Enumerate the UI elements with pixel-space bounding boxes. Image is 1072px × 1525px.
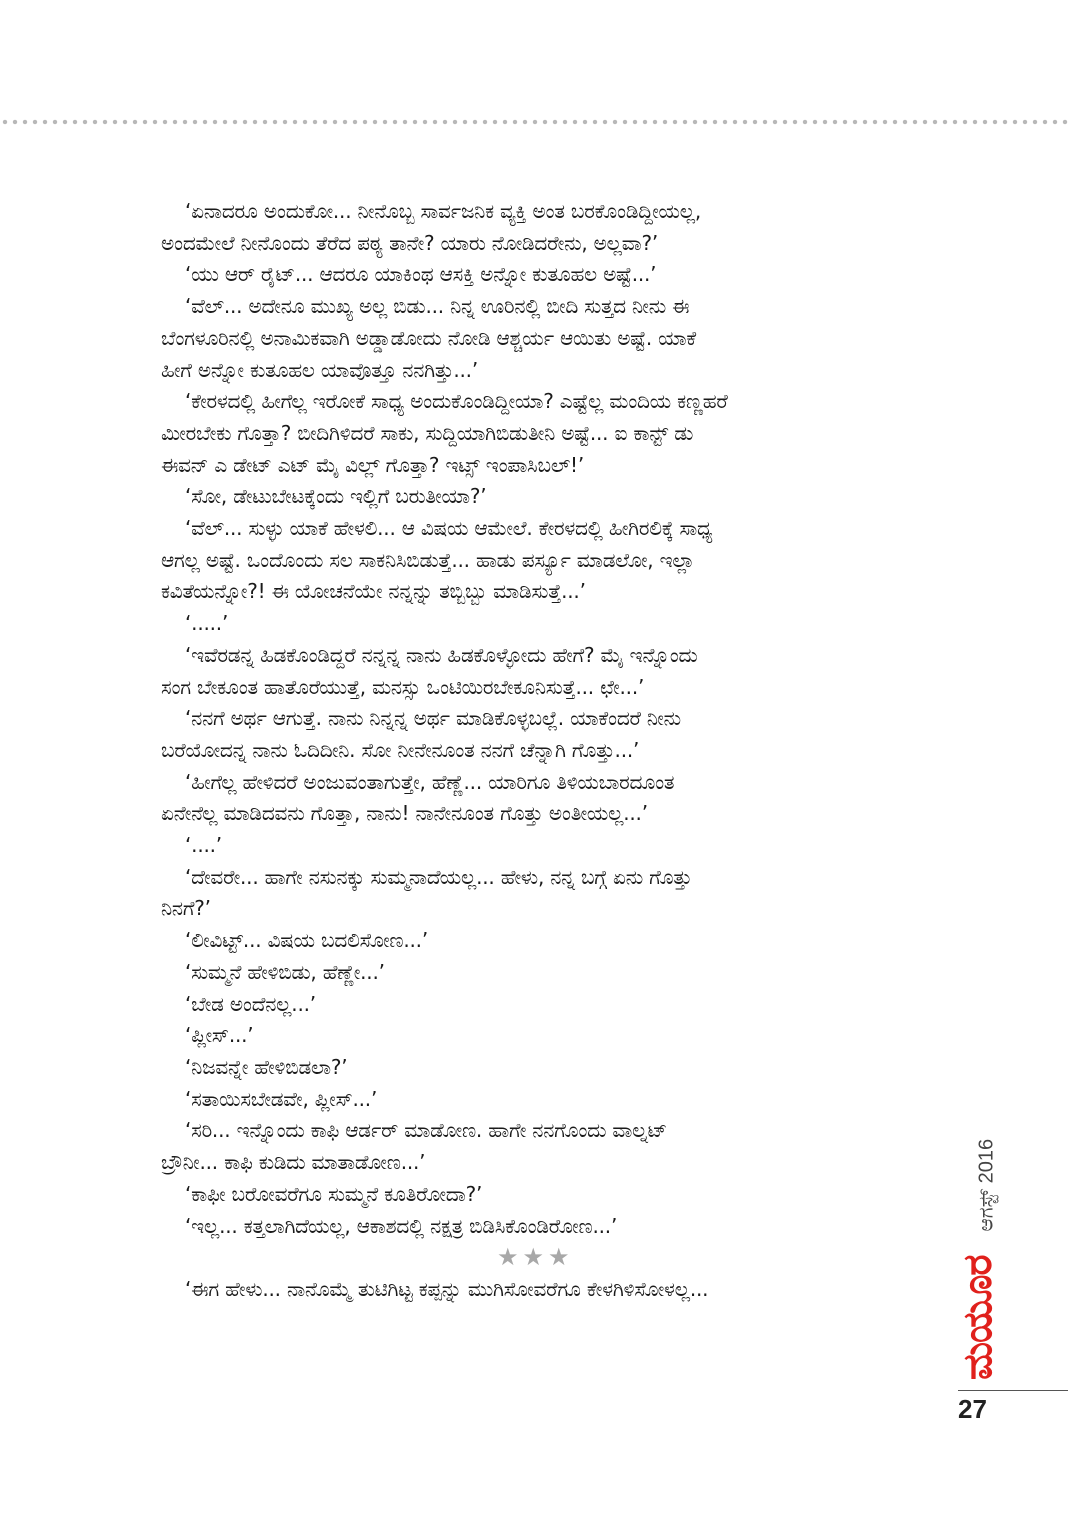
issue-date: ಆಗಸ್ಟ್ 2016 [975,1138,997,1232]
dotted-header-rule [0,118,1072,126]
story-text [161,196,931,1306]
paragraph-line: ‘ಏನಾದರೂ ಅಂದುಕೋ... ನೀನೊಬ್ಬ ಸಾರ್ವಜನಿಕ ವ್ಯಕ್ತಿ ಅಂತ ಬರಕೊಂಡಿದ್ದೀಯಲ್ಲ, [185,199,702,223]
paragraph-line: ‘ಕಾಫೀ ಬರೋವರೆಗೂ ಸುಮ್ಮನೆ ಕೂತಿರೋದಾ?’ [185,1181,483,1206]
paragraph-line: ಬ್ರೌನೀ... ಕಾಫಿ ಕುಡಿದು ಮಾತಾಡೋಣ...’ [161,1150,426,1175]
paragraph-line: ‘ಸರಿ... ಇನ್ನೊಂದು ಕಾಫಿ ಆರ್ಡರ್ ಮಾಡೋಣ. ಹಾಗೇ ನನಗೊಂದು ವಾಲ್ನಟ್ [185,1118,667,1143]
paragraph-line: ‘ಸತಾಯಿಸಬೇಡವೇ, ಪ್ಲೀಸ್...’ [185,1086,378,1111]
paragraph-line: ‘ಬೇಡ ಅಂದೆನಲ್ಲ...’ [185,991,316,1016]
paragraph-line: ‘ಇಲ್ಲ... ಕತ್ತಲಾಗಿದೆಯಲ್ಲ, ಆಕಾಶದಲ್ಲಿ ನಕ್ಷತ್ರ ಬಿಡಿಸಿಕೊಂಡಿರೋಣ...’ [185,1213,618,1238]
paragraph-line: ಆಗಲ್ಲ ಅಷ್ಟೆ. ಒಂದೊಂದು ಸಲ ಸಾಕನಿಸಿಬಿಡುತ್ತೆ... ಹಾಡು ಪರ್ಸ್ಯೂ ಮಾಡಲೋ, ಇಲ್ಲಾ [161,547,695,572]
paragraph-line: ‘ದೇವರೇ... ಹಾಗೇ ನಸುನಕ್ಕು ಸುಮ್ಮನಾದೆಯಲ್ಲ... ಹೇಳು, ನನ್ನ ಬಗ್ಗೆ ಏನು ಗೊತ್ತು [185,864,692,889]
paragraph-line: ಅಂದಮೇಲೆ ನೀನೊಂದು ತೆರೆದ ಪಠ್ಯ ತಾನೇ? ಯಾರು ನೋಡಿದರೇನು, ಅಲ್ಲವಾ?’ [161,230,659,255]
paragraph-line: ಮೀರಬೇಕು ಗೊತ್ತಾ? ಬೀದಿಗಿಳಿದರೆ ಸಾಕು, ಸುದ್ದಿಯಾಗಿಬಿಡುತೀನಿ ಅಷ್ಟೆ... ಐ ಕಾನ್ಟ್ ಡು [161,420,694,445]
paragraph-line: ‘.....’ [185,611,229,636]
paragraph-line: ‘ಸೋ, ಡೇಟುಬೇಟಕ್ಕೆಂದು ಇಲ್ಲಿಗೆ ಬರುತೀಯಾ?’ [185,484,487,509]
paragraph-line: ‘ಲೀವಿಟ್ಟ್... ವಿಷಯ ಬದಲಿಸೋಣ...’ [185,928,428,953]
paragraph-line: ಈವನ್ ಎ ಡೇಟ್ ಎಟ್ ಮೈ ವಿಲ್ಲ್ ಗೊತ್ತಾ? ಇಟ್ಸ್ ಇಂಪಾಸಿಬಲ್!’ [161,452,585,477]
section-separator-stars: ★★★ [497,1243,574,1272]
paragraph-line: ಸಂಗ ಬೇಕೂಂತ ಹಾತೊರೆಯುತ್ತೆ, ಮನಸ್ಸು ಒಂಟಿಯಿರಬೇಕೂನಿಸುತ್ತೆ... ಛೇ...’ [161,674,645,699]
paragraph-line: ‘ಇವೆರಡನ್ನ ಹಿಡಕೊಂಡಿದ್ದರೆ ನನ್ನನ್ನ ನಾನು ಹಿಡಕೊಳ್ಳೋದು ಹೇಗೆ? ಮೈ ಇನ್ನೊಂದು [185,642,698,667]
paragraph-line: ನಿನಗೆ?’ [161,896,211,921]
paragraph-line: ‘ನಿಜವನ್ನೇ ಹೇಳಿಬಿಡಲಾ?’ [185,1054,348,1079]
paragraph-line: ‘....’ [185,833,222,858]
paragraph-line: ‘ವೆಲ್... ಅದೇನೂ ಮುಖ್ಯ ಅಲ್ಲ ಬಿಡು... ನಿನ್ನ ಊರಿನಲ್ಲಿ ಬೀದಿ ಸುತ್ತದ ನೀನು ಈ [185,294,690,319]
magazine-sidebar [955,1000,1001,1380]
paragraph-line: ‘ಹೀಗೆಲ್ಲ ಹೇಳಿದರೆ ಅಂಜುವಂತಾಗುತ್ತೇ, ಹೆಣ್ಣೆ... ಯಾರಿಗೂ ತಿಳಿಯಬಾರದೂಂತ [185,769,675,794]
paragraph-line: ‘ಈಗ ಹೇಳು... ನಾನೊಮ್ಮೆ ತುಟಿಗಿಟ್ಟ ಕಪ್ಪನ್ನು ಮುಗಿಸೋವರೆಗೂ ಕೇಳಗಿಳಿಸೋಳಲ್ಲ... [185,1276,709,1301]
paragraph-line: ‘ಯು ಆರ್ ರೈಟ್... ಆದರೂ ಯಾಕಿಂಥ ಆಸಕ್ತಿ ಅನ್ನೋ ಕುತೂಹಲ ಅಷ್ಟೆ...’ [185,262,657,287]
paragraph-line: ಬರೆಯೋದನ್ನ ನಾನು ಓದಿದೀನಿ. ಸೋ ನೀನೇನೂಂತ ನನಗೆ ಚೆನ್ನಾಗಿ ಗೊತ್ತು...’ [161,737,640,762]
paragraph-line: ‘ಸುಮ್ಮನೆ ಹೇಳಿಬಿಡು, ಹೆಣ್ಣೇ...’ [185,959,385,984]
paragraph-line: ‘ಪ್ಲೀಸ್...’ [185,1023,254,1048]
paragraph-line: ಬೆಂಗಳೂರಿನಲ್ಲಿ ಅನಾಮಿಕವಾಗಿ ಅಡ್ಡಾಡೋದು ನೋಡಿ ಆಶ್ಚರ್ಯ ಆಯಿತು ಅಷ್ಟೆ. ಯಾಕೆ [161,325,697,350]
paragraph-line: ಕವಿತೆಯನ್ನೋ?! ಈ ಯೋಚನೆಯೇ ನನ್ನನ್ನು ತಬ್ಬಿಬ್ಬು ಮಾಡಿಸುತ್ತೆ...’ [161,579,586,604]
footer-rule [958,1390,1068,1391]
paragraph-line: ಏನೇನೆಲ್ಲ ಮಾಡಿದವನು ಗೊತ್ತಾ, ನಾನು! ನಾನೇನೂಂತ ಗೊತ್ತು ಅಂತೀಯಲ್ಲ...’ [161,801,648,826]
paragraph-line: ‘ಕೇರಳದಲ್ಲಿ ಹೀಗೆಲ್ಲ ಇರೋಕೆ ಸಾಧ್ಯ ಅಂದುಕೊಂಡಿದ್ದೀಯಾ? ಎಷ್ಟೆಲ್ಲ ಮಂದಿಯ ಕಣ್ಣಹರೆ [185,389,728,414]
paragraph-line: ಹೀಗೆ ಅನ್ನೋ ಕುತೂಹಲ ಯಾವೊತ್ತೂ ನನಗಿತ್ತು...’ [161,357,478,382]
paragraph-line: ‘ನನಗೆ ಅರ್ಥ ಆಗುತ್ತೆ. ನಾನು ನಿನ್ನನ್ನ ಅರ್ಥ ಮಾಡಿಕೊಳ್ಳಬಲ್ಲೆ. ಯಾಕೆಂದರೆ ನೀನು [185,706,681,731]
page-number: 27 [958,1394,987,1424]
paragraph-line: ‘ವೆಲ್... ಸುಳ್ಳು ಯಾಕೆ ಹೇಳಲಿ... ಆ ವಿಷಯ ಆಮೇಲೆ. ಕೇರಳದಲ್ಲಿ ಹೀಗಿರಲಿಕ್ಕೆ ಸಾಧ್ಯ [185,516,713,541]
masthead-logo: ಮಯೂರ [955,1255,1001,1380]
